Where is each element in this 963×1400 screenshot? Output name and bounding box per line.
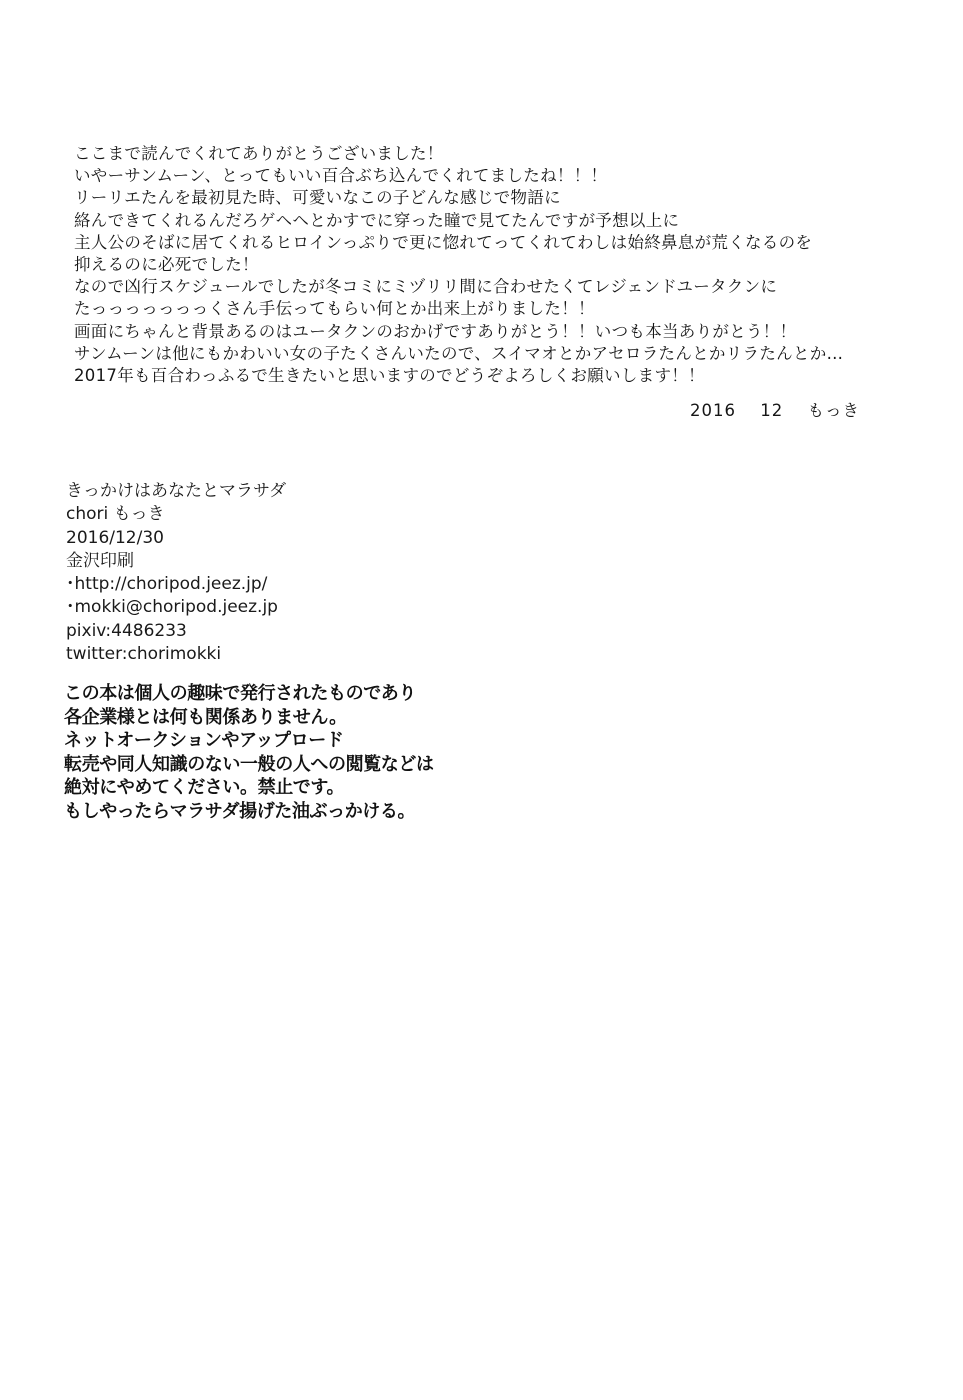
signature-name: もっき <box>807 401 860 420</box>
afterword-line: 画面にちゃんと背景あるのはユータクンのおかげですありがとう！！いつも本当ありがとう！！ <box>74 321 797 341</box>
printer-name: 金沢印刷 <box>66 550 134 571</box>
signature-month: 12 <box>760 401 784 420</box>
afterword-signature <box>690 397 878 421</box>
afterword-line: ここまで読んでくれてありがとうございました！ <box>74 144 444 163</box>
afterword-line: 主人公のそばに居てくれるヒロインっぷりで更に惚れてってくれてわしは始終鼻息が荒くなるのを <box>74 232 813 252</box>
afterword-line: リーリエたんを最初見た時、可愛いなこの子どんな感じで物語に <box>74 188 561 208</box>
contact-email: ･mokki@choripod.jeez.jp <box>66 597 278 618</box>
notice-line: ネットオークションやアップロード <box>64 730 344 752</box>
notice-line: この本は個人の趣味で発行されたものであり <box>64 683 416 704</box>
website-url: ･http://choripod.jeez.jp/ <box>66 574 268 595</box>
afterword-line: 2017年も百合わっふるで生きたいと思いますのでどうぞよろしくお願いします！！ <box>74 365 705 385</box>
afterword-line: いやーサンムーン、とってもいい百合ぶち込んでくれてましたね！！！ <box>74 166 608 186</box>
pixiv-id: pixiv:4486233 <box>66 620 187 641</box>
twitter-handle: twitter:chorimokki <box>66 644 222 665</box>
notice-line: もしやったらマラサダ揚げた油ぶっかける。 <box>64 800 416 822</box>
notice-line: 各企業様とは何も関係ありません。 <box>64 706 347 728</box>
circle-name: chori もっき <box>66 504 165 525</box>
book-title: きっかけはあなたとマラサダ <box>66 481 287 501</box>
signature-year: 2016 <box>690 401 736 420</box>
afterword <box>74 143 894 387</box>
publish-date: 2016/12/30 <box>66 527 164 548</box>
notice-line: 転売や同人知識のない一般の人への閲覧などは <box>64 753 434 775</box>
notice-line: 絶対にやめてください。禁止です。 <box>64 777 345 799</box>
afterword-line: なので凶行スケジュールでしたが冬コミにミヅリリ間に合わせたくてレジェンドユータクンに <box>74 277 778 297</box>
afterword-line: たっっっっっっっくさん手伝ってもらい何とか出来上がりました！！ <box>74 299 595 319</box>
copyright-notice <box>64 682 434 824</box>
colophon <box>66 480 286 666</box>
afterword-line: 絡んできてくれるんだろゲヘヘとかすでに穿った瞳で見てたんですが予想以上に <box>74 210 680 230</box>
afterword-line: 抑えるのに必死でした！ <box>74 254 259 274</box>
afterword-line: サンムーンは他にもかわいい女の子たくさんいたので、スイマオとかアセロラたんとかリラたんとか… <box>74 343 844 363</box>
